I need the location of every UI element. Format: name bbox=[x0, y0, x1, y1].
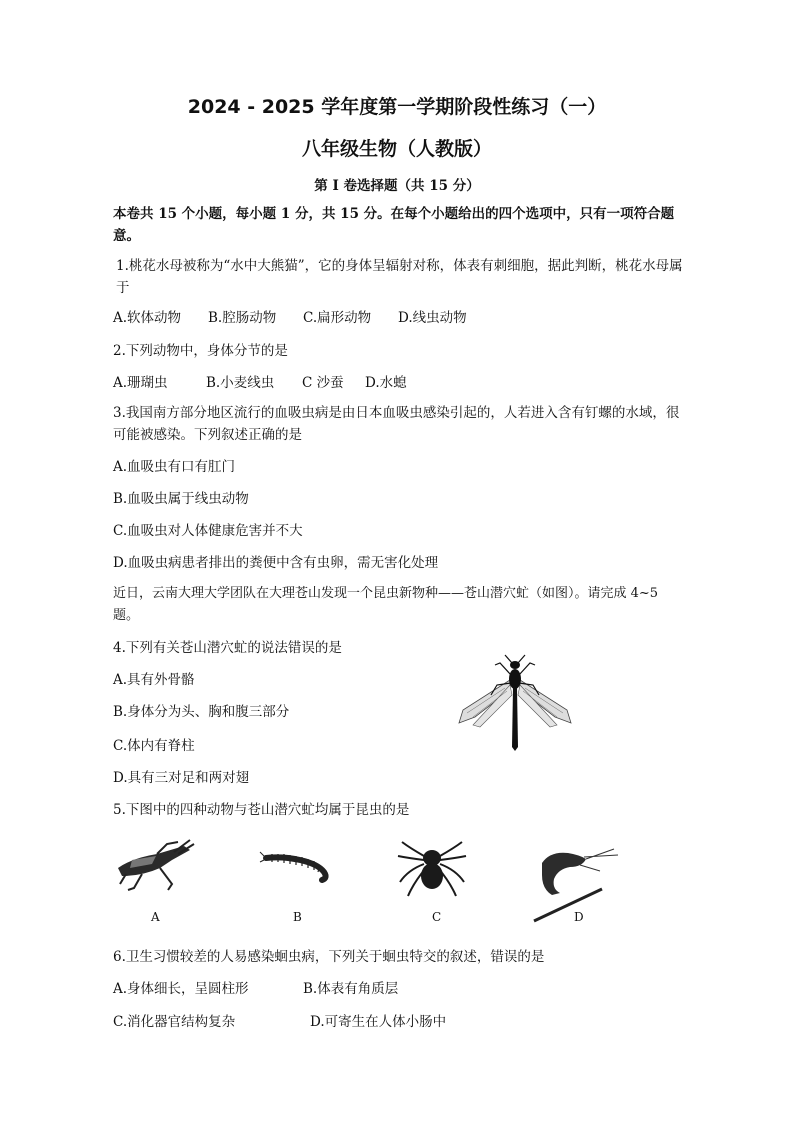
question-4-option-b[interactable]: B.身体分为头、胸和腹三部分 bbox=[113, 704, 290, 720]
question-6-option-b[interactable]: B.体表有角质层 bbox=[303, 981, 399, 997]
question-4-option-c[interactable]: C.体内有脊柱 bbox=[113, 738, 195, 754]
figure-label-b: B bbox=[293, 910, 302, 924]
question-2-option-c[interactable]: C 沙蚕 bbox=[302, 375, 344, 391]
question-6-option-c[interactable]: C.消化器官结构复杂 bbox=[113, 1014, 236, 1030]
question-2-option-d[interactable]: D.水螅 bbox=[365, 375, 407, 391]
question-1-option-b[interactable]: B.腔肠动物 bbox=[208, 310, 277, 326]
page-subtitle: 八年级生物（人教版） bbox=[301, 138, 492, 160]
page-title: 2024 - 2025 学年度第一学期阶段性练习（一） bbox=[187, 96, 607, 118]
cangshan-insect-icon bbox=[455, 655, 575, 755]
question-6-option-d[interactable]: D.可寄生在人体小肠中 bbox=[310, 1014, 447, 1030]
question-6-option-a[interactable]: A.身体细长，呈圆柱形 bbox=[113, 981, 249, 997]
instructions: 本卷共 15 个小题，每小题 1 分，共 15 分。在每个小题给出的四个选项中，只有一项符合题意。 bbox=[113, 206, 675, 244]
centipede-icon bbox=[262, 848, 338, 884]
question-4-option-d[interactable]: D.具有三对足和两对翅 bbox=[113, 770, 250, 786]
section-heading: 第 I 卷选择题（共 15 分） bbox=[314, 178, 480, 194]
question-3-stem: 3.我国南方部分地区流行的血吸虫病是由日本血吸虫感染引起的，人若进入含有钉螺的水域，很可能被感染。下列叙述正确的是 bbox=[113, 405, 680, 443]
question-1-option-c[interactable]: C.扁形动物 bbox=[303, 310, 372, 326]
passage-text: 近日，云南大理大学团队在大理苍山发现一个昆虫新物种——苍山潜穴虻（如图）。请完成 4~5 题。 bbox=[113, 586, 659, 623]
question-3-option-b[interactable]: B.血吸虫属于线虫动物 bbox=[113, 491, 249, 507]
question-2-stem: 2.下列动物中，身体分节的是 bbox=[113, 343, 288, 359]
question-1-stem: 1.桃花水母被称为“水中大熊猫”，它的身体呈辐射对称，体表有刺细胞，据此判断，桃花水母属于 bbox=[116, 258, 683, 296]
question-2-option-a[interactable]: A.珊瑚虫 bbox=[113, 375, 168, 391]
figure-label-c: C bbox=[432, 910, 442, 924]
grasshopper-icon bbox=[112, 838, 196, 896]
question-1-option-a[interactable]: A.软体动物 bbox=[113, 310, 182, 326]
figure-label-d: D bbox=[574, 910, 584, 924]
question-3-option-d[interactable]: D.血吸虫病患者排出的粪便中含有虫卵，需无害化处理 bbox=[113, 555, 439, 571]
figure-label-a: A bbox=[151, 910, 160, 924]
question-3-option-c[interactable]: C.血吸虫对人体健康危害并不大 bbox=[113, 523, 303, 539]
question-1-option-d[interactable]: D.线虫动物 bbox=[398, 310, 467, 326]
spider-icon bbox=[396, 838, 468, 900]
question-2-option-b[interactable]: B.小麦线虫 bbox=[206, 375, 275, 391]
question-4-stem: 4.下列有关苍山潜穴虻的说法错误的是 bbox=[113, 640, 342, 656]
question-6-stem: 6.卫生习惯较差的人易感染蛔虫病，下列关于蛔虫特交的叙述，错误的是 bbox=[113, 949, 545, 965]
question-4-option-a[interactable]: A.具有外骨骼 bbox=[113, 672, 195, 688]
question-3-option-a[interactable]: A.血吸虫有口有肛门 bbox=[113, 459, 236, 475]
question-5-stem: 5.下图中的四种动物与苍山潜穴虻均属于昆虫的是 bbox=[113, 802, 410, 818]
